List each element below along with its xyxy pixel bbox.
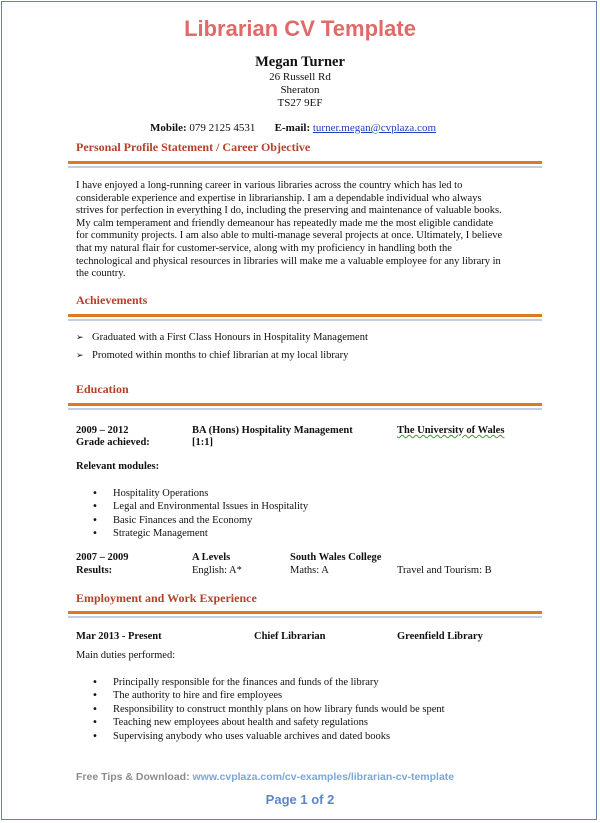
- heading-rule-orange: [68, 314, 542, 317]
- profile-line: the country.: [76, 268, 126, 280]
- list-item: • Principally responsible for the finances and funds of the library: [92, 676, 445, 689]
- degree-course: BA (Hons) Hospitality Management: [192, 425, 353, 436]
- education-heading: Education: [76, 382, 129, 396]
- list-item: • Basic Finances and the Economy: [92, 514, 308, 527]
- mobile-number: 079 2125 4531: [189, 122, 256, 134]
- degree-dates: 2009 – 2012: [76, 425, 129, 436]
- profile-line: considerable experience and expertise in librarianship. I am a dependable individual who always: [76, 192, 482, 204]
- result-item: Travel and Tourism: B: [397, 565, 492, 576]
- profile-paragraph: [76, 180, 546, 281]
- results-label: Results:: [76, 565, 113, 576]
- result-item: Maths: A: [290, 565, 329, 576]
- mobile-label: Mobile:: [150, 122, 187, 134]
- modules-list: [92, 487, 308, 541]
- alevels-institution: South Wales College: [290, 552, 382, 563]
- profile-line: My calm temperament and friendly demeanour has repeatedly made me the most eligible candidate: [76, 217, 494, 229]
- result-item: English: A*: [192, 565, 242, 576]
- heading-rule-blue: [68, 319, 542, 321]
- job-dates: Mar 2013 - Present: [76, 631, 162, 642]
- heading-rule-orange: [68, 611, 542, 614]
- list-item: • Teaching new employees about health and safety regulations: [92, 716, 445, 729]
- duties-label: Main duties performed:: [76, 650, 176, 661]
- alevels-course: A Levels: [192, 552, 231, 563]
- profile-line: that my natural flair for customer-service, along with my proficiency in handling both the: [76, 242, 452, 254]
- page-number: Page 1 of 2: [265, 792, 335, 807]
- footer-url-link[interactable]: www.cvplaza.com/cv-examples/librarian-cv-template: [192, 771, 455, 783]
- grade-value: [1:1]: [192, 437, 213, 448]
- job-employer: Greenfield Library: [397, 631, 483, 642]
- achievements-heading: Achievements: [76, 293, 148, 307]
- duties-list: [92, 676, 445, 743]
- arrow-bullet-icon: ➢: [76, 333, 84, 343]
- list-item: • The authority to hire and fire employees: [92, 689, 445, 702]
- modules-label: Relevant modules:: [76, 461, 160, 472]
- heading-rule-orange: [68, 403, 542, 406]
- heading-rule-blue: [68, 166, 542, 168]
- profile-line: for community projects. I am also able to multi-manage several projects at once. Ultimately, I believe: [76, 230, 503, 242]
- address-line-3: TS27 9EF: [277, 97, 323, 109]
- email-label: E-mail:: [274, 122, 311, 134]
- address-line-1: 26 Russell Rd: [269, 71, 331, 83]
- document-title: Librarian CV Template: [184, 16, 416, 41]
- footer-tips: [76, 771, 454, 783]
- employment-heading: Employment and Work Experience: [76, 591, 257, 605]
- heading-rule-blue: [68, 408, 542, 410]
- achievement-item: ➢ Graduated with a First Class Honours in Hospitality Management: [76, 332, 368, 343]
- job-role: Chief Librarian: [254, 631, 326, 642]
- profile-heading: Personal Profile Statement / Career Objective: [76, 140, 311, 154]
- footer-label: Free Tips & Download:: [76, 771, 190, 783]
- alevels-dates: 2007 – 2009: [76, 552, 129, 563]
- profile-line: strives for perfection in everything I do, including the preserving and maintenance of valuable books.: [76, 205, 502, 217]
- achievement-item: ➢ Promoted within months to chief librarian at my local library: [76, 350, 349, 361]
- list-item: • Supervising anybody who uses valuable archives and dated books: [92, 730, 445, 743]
- email-link[interactable]: turner.megan@cvplaza.com: [312, 122, 437, 134]
- profile-line: I have enjoyed a long-running career in various libraries across the country which has led to: [76, 180, 463, 191]
- arrow-bullet-icon: ➢: [76, 351, 84, 361]
- list-item: • Responsibility to construct monthly plans on how library funds would be spent: [92, 703, 445, 716]
- degree-institution: The University of Wales: [397, 425, 505, 436]
- list-item: • Hospitality Operations: [92, 487, 308, 500]
- grade-label: Grade achieved:: [76, 437, 150, 448]
- contact-line: [150, 122, 436, 134]
- heading-rule-orange: [68, 161, 542, 164]
- profile-line: technological and physical resources in libraries will make me a valuable employee for any library in: [76, 255, 501, 267]
- list-item: • Legal and Environmental Issues in Hospitality: [92, 500, 308, 513]
- candidate-name: Megan Turner: [255, 54, 345, 70]
- address-line-2: Sheraton: [280, 84, 320, 96]
- list-item: • Strategic Management: [92, 527, 308, 540]
- heading-rule-blue: [68, 616, 542, 618]
